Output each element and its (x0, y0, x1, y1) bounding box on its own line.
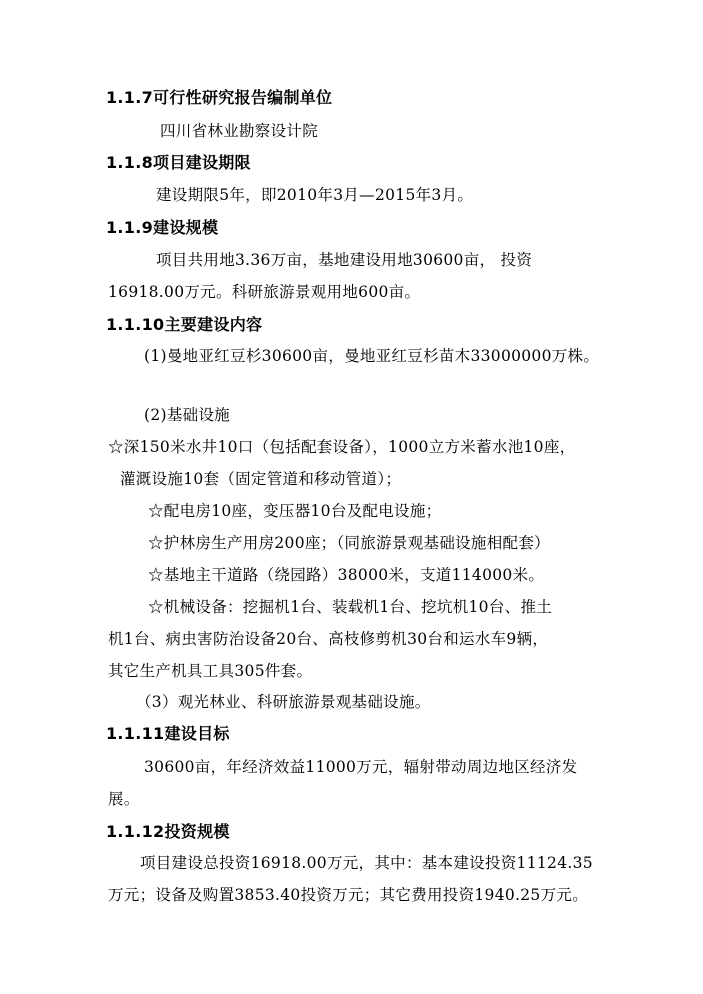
section-heading-1-1-8: 1.1.8项目建设期限 (106, 153, 251, 172)
facility-roads: ☆基地主干道路（绕园路）38000米，支道114000米。 (148, 566, 545, 584)
facility-machinery-line-1: ☆机械设备：挖掘机1台、装载机1台、挖坑机10台、推土 (148, 598, 553, 616)
investment-line-2: 万元；设备及购置3853.40投资万元；其它费用投资1940.25万元。 (108, 886, 588, 904)
facility-power: ☆配电房10座，变压器10台及配电设施； (148, 502, 442, 520)
section-heading-1-1-12: 1.1.12投资规模 (106, 822, 230, 841)
investment-line-1: 项目建设总投资16918.00万元，其中：基本建设投资11124.35 (140, 854, 593, 872)
section-heading-1-1-10: 1.1.10主要建设内容 (106, 315, 263, 334)
facility-housing: ☆护林房生产用房200座；（同旅游景观基础设施相配套） (148, 534, 550, 552)
section-heading-1-1-11: 1.1.11建设目标 (106, 724, 230, 743)
construction-goal-line-1: 30600亩，年经济效益11000万元，辐射带动周边地区经济发 (144, 758, 578, 776)
section-heading-1-1-9: 1.1.9建设规模 (106, 218, 219, 237)
section-heading-1-1-7: 1.1.7可行性研究报告编制单位 (106, 88, 333, 107)
facility-irrigation: 灌溉设施10套（固定管道和移动管道）； (120, 470, 402, 488)
content-item-3: （3）观光林业、科研旅游景观基础设施。 (136, 693, 431, 711)
content-item-2-title: (2)基础设施 (144, 406, 231, 424)
construction-scale-line-1: 项目共用地3.36万亩，基地建设用地30600亩， 投资 (156, 251, 533, 269)
compiler-unit: 四川省林业勘察设计院 (160, 122, 319, 140)
construction-period-text: 建设期限5年，即2010年3月—2015年3月。 (156, 186, 474, 204)
facility-machinery-line-2: 机1台、病虫害防治设备20台、高枝修剪机30台和运水车9辆， (108, 630, 549, 648)
facility-machinery-line-3: 其它生产机具工具305件套。 (108, 662, 313, 680)
construction-scale-line-2: 16918.00万元。科研旅游景观用地600亩。 (108, 283, 421, 301)
content-item-1: (1)曼地亚红豆杉30600亩，曼地亚红豆杉苗木33000000万株。 (144, 347, 600, 365)
construction-goal-line-2: 展。 (108, 790, 140, 808)
facility-wells: ☆深150米水井10口（包括配套设备），1000立方米蓄水池10座， (108, 438, 576, 456)
